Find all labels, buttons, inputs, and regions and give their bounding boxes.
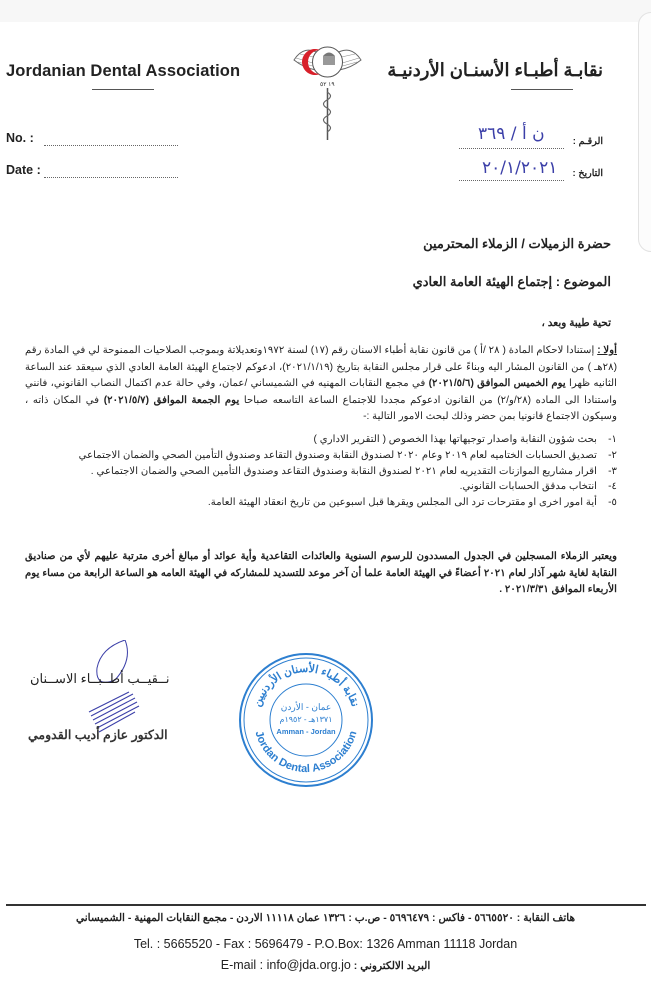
footer-english-contact: Tel. : 5665520 - Fax : 5696479 - P.O.Box: 1326 Amman 11118 Jordan bbox=[133, 937, 518, 951]
handwritten-number: ن أ / ٣٦٩ bbox=[478, 124, 545, 144]
svg-text:١٣٧١هـ - ١٩٥٢م: ١٣٧١هـ - ١٩٥٢م bbox=[279, 715, 333, 724]
arabic-org-name: نقابـة أطبـاء الأسنـان الأردنيـة bbox=[387, 60, 603, 80]
arabic-date-line bbox=[459, 180, 564, 181]
scroll-handle[interactable] bbox=[638, 12, 651, 252]
footer-arabic-contact: هاتف النقابة : ٥٦٦٥٥٢٠ - فاكس : ٥٦٩٦٤٧٩ - ص.ب : ١٣٢٦ عمان ١١١١٨ الاردن - مجمع النقابات المهنية - الشميساني bbox=[75, 912, 575, 924]
signer-name: الدكتور عازم أديب القدومي bbox=[28, 728, 168, 742]
signer-title: نــقيــب أطــبــاء الاســنان bbox=[30, 671, 170, 686]
jda-caduceus-logo-icon bbox=[290, 40, 365, 150]
agenda-item: ١- بحث شؤون النقابة واصدار توجيهاتها بهذا الخصوص ( التقرير الاداري ) bbox=[313, 434, 617, 445]
date-line bbox=[44, 177, 178, 178]
svg-text:عمان - الأردن: عمان - الأردن bbox=[280, 702, 332, 712]
svg-text:نقابة أطباء الأسنان الأردنيين: نقابة أطباء الأسنان الأردنيين bbox=[251, 662, 361, 709]
viewer-top-strip bbox=[0, 0, 651, 22]
date-label: Date : bbox=[6, 163, 41, 177]
agenda-item: ٥- أية امور اخرى او مقترحات ترد الى المجلس ويقرها قبل اسبوعين من تاريخ انعقاد الهيئة العامة. bbox=[207, 497, 617, 509]
signature-scribble-icon bbox=[85, 640, 145, 740]
paragraph-first-label: أولا : bbox=[597, 345, 617, 356]
svg-text:Jordan Dental Association: Jordan Dental Association bbox=[252, 729, 360, 776]
english-org-name: Jordanian Dental Association bbox=[6, 62, 241, 80]
friday-date: يوم الجمعة الموافق (٢٠٢١/٥/٧) bbox=[103, 394, 240, 406]
greeting: تحية طيبة وبعد ، bbox=[541, 317, 611, 329]
agenda-list bbox=[47, 432, 617, 511]
footer-divider bbox=[6, 904, 646, 906]
agenda-item: ٤- انتخاب مدقق الحسابات القانوني. bbox=[459, 481, 617, 493]
subject-line: الموضوع : إجتماع الهيئة العامة العادي bbox=[412, 274, 611, 289]
arabic-date-label: التاريخ : bbox=[572, 168, 603, 179]
handwritten-date: ٢٠/١/٢٠٢١ bbox=[482, 158, 558, 178]
arabic-title-underline bbox=[511, 89, 573, 90]
association-stamp-icon bbox=[236, 650, 376, 790]
agenda-item: ٣- اقرار مشاريع الموازنات التقديريه لعام ٢٠٢١ لصندوق النقابة وصندوق التقاعد وصندوق التأمين الصحي والضمان الاجتماعي . bbox=[90, 465, 617, 477]
number-line bbox=[44, 145, 178, 146]
arabic-number-line bbox=[459, 148, 564, 149]
agenda-item: ٢- تصديق الحسابات الختاميه لعام ٢٠١٩ وعام ٢٠٢٠ لصندوق النقابة وصندوق التقاعد وصندوق التأمين الصحي والضمان الاجتماعي bbox=[78, 449, 617, 461]
salutation: حضرة الزميلات / الزملاء المحترمين bbox=[423, 236, 611, 251]
svg-text:١٩ ٥٢: ١٩ ٥٢ bbox=[320, 82, 335, 88]
number-label: No. : bbox=[6, 131, 34, 145]
arabic-number-label: الرقـم : bbox=[572, 136, 603, 147]
english-title-underline bbox=[92, 89, 154, 90]
svg-text:Amman - Jordan: Amman - Jordan bbox=[276, 727, 336, 736]
paragraph-first: أولا : إستنادا لاحكام المادة ( ٢٨ /أ ) من قانون نقابة أطباء الاسنان رقم (١٧) لسنة ١٩٧٢وتعديلاتة وبموجب الصلاحيات الممنوحة لي في المادة رقم (٢٨هـ ) من القانون المشار اليه وبناءً على قرار مجلس النقابة بتاريخ (٢٠٢١/١/١٩)، ادعوكم لاجتماع الهيئة العامة العادي الذي سيعقد عند الساعة الثانيه ظهرا يوم الخميس الموافق (٢٠٢١/٥/٦) في مجمع النقابات المهنيه في الشميساني /عمان، وفي حالة عدم اكتمال النصاب القانوني، فانني واستنادا الى الماده (٢٨/و/٢) من القانون ادعوكم مجددا للاجتماع الساعة التاسعه صباحا يوم الجمعة الموافق (٢٠٢١/٥/٧) في المكان ذاته ، وسيكون الاجتماع قانونيا بمن حضر وذلك لبحث الامور التالية :- bbox=[25, 345, 617, 423]
paragraph-membership: ويعتبر الزملاء المسجلين في الجدول المسددون للرسوم السنوية والعائدات التقاعدية وأية عوائد أو مبالغ أخرى مترتبة عليهم لأي من صناديق النقابة لغاية شهر آذار لعام ٢٠٢١ أعضاءً في الهيئة العامة علما أن آخر موعد للتسديد للمشاركه في الهيئة العامه هو الساعة الرابعة من مساء يوم الأربعاء الموافق ٢٠٢١/٣/٣١ . bbox=[25, 551, 617, 596]
email-link[interactable]: info@jda.org.jo bbox=[266, 958, 351, 972]
thursday-date: يوم الخميس الموافق (٢٠٢١/٥/٦) bbox=[428, 378, 566, 390]
footer-email-line: E-mail : info@jda.org.jo : البريد الالكتروني bbox=[220, 958, 431, 972]
